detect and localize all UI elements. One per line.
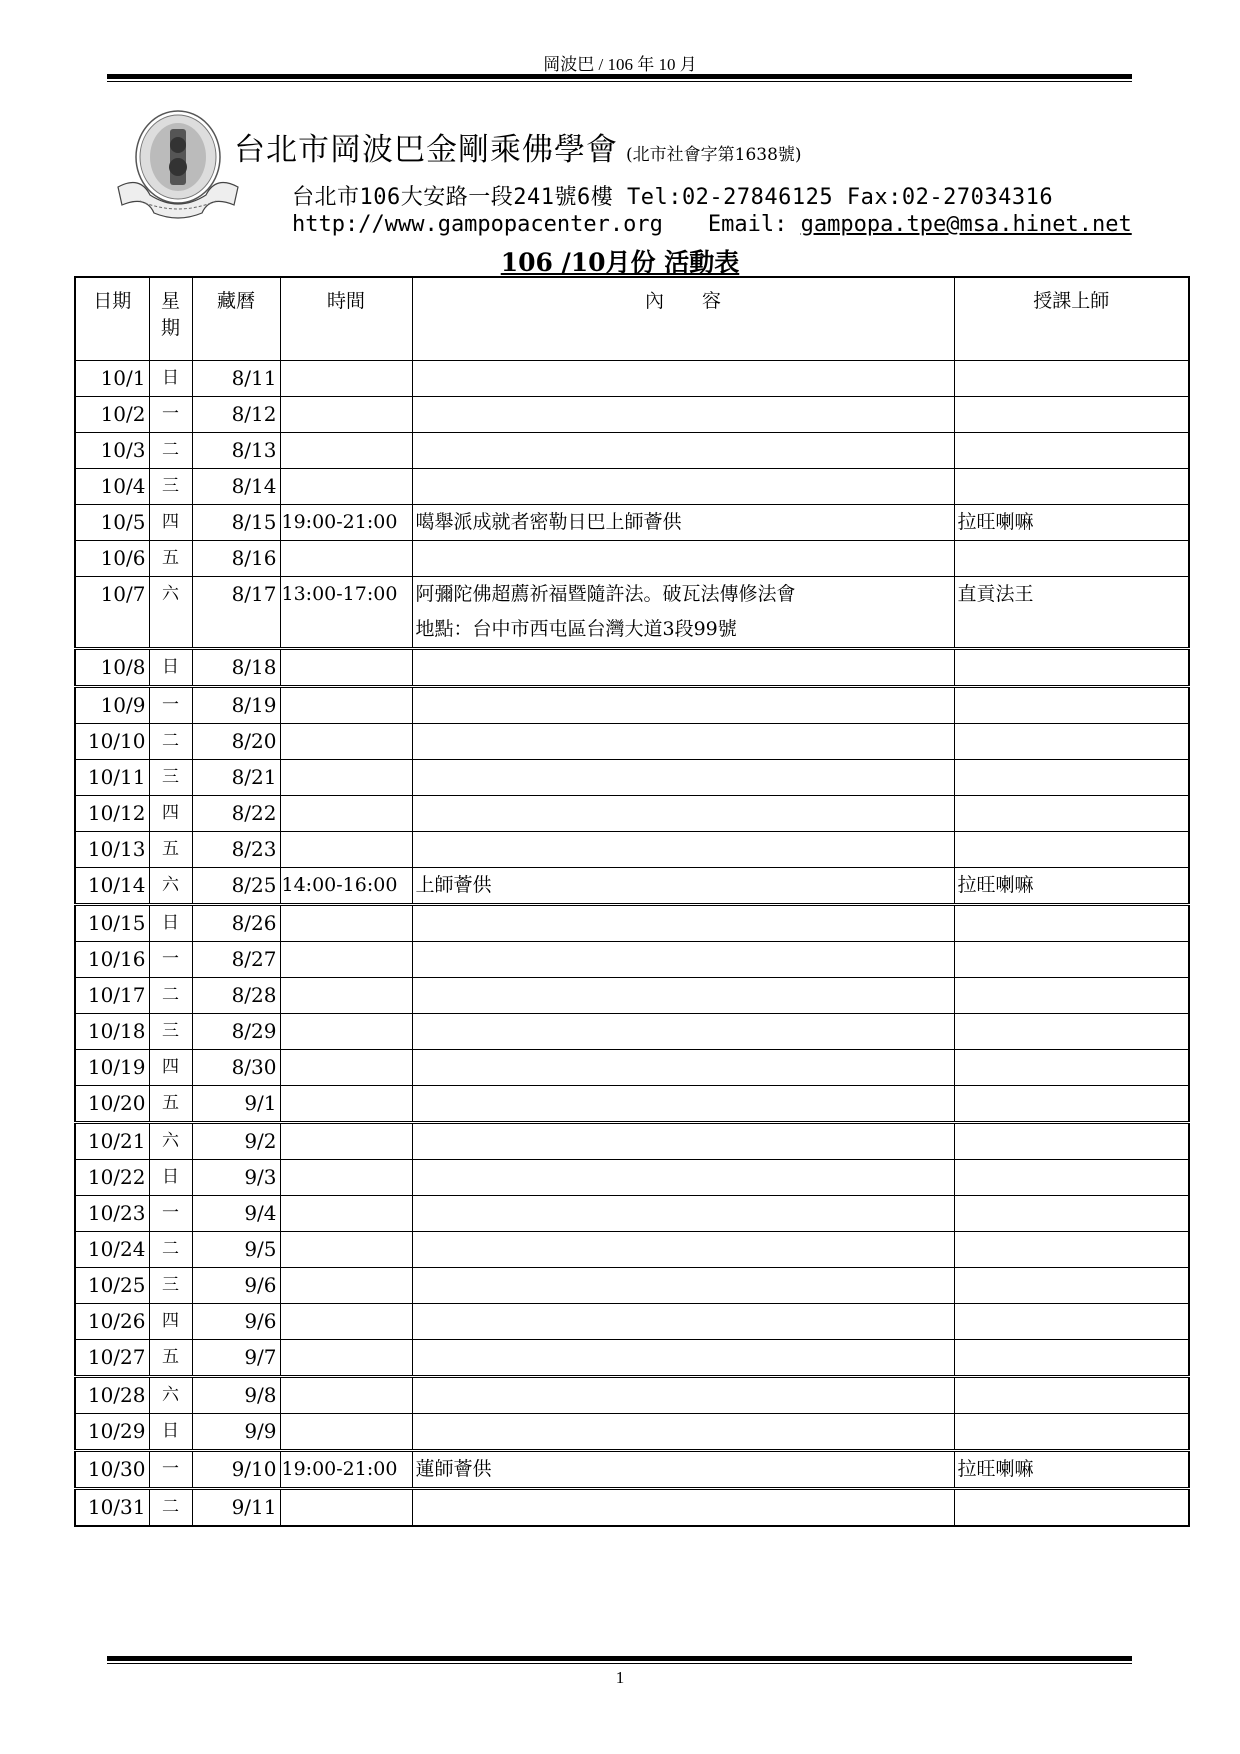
cell-lunar-date: 8/22	[192, 796, 280, 832]
cell-weekday: 四	[149, 1050, 192, 1086]
cell-weekday: 六	[149, 1123, 192, 1160]
cell-teacher	[954, 433, 1189, 469]
header-weekday: 星 期	[149, 277, 192, 361]
cell-content	[412, 1196, 954, 1232]
cell-lunar-date: 8/14	[192, 469, 280, 505]
table-row	[75, 832, 1189, 868]
cell-content	[412, 905, 954, 942]
cell-lunar-date: 8/11	[192, 361, 280, 397]
cell-content	[412, 1050, 954, 1086]
cell-date: 10/27	[75, 1340, 149, 1377]
cell-time	[280, 724, 412, 760]
cell-teacher	[954, 978, 1189, 1014]
cell-lunar-date: 8/27	[192, 942, 280, 978]
cell-weekday: 四	[149, 796, 192, 832]
table-row	[75, 1377, 1189, 1414]
content-line: 上師薈供	[415, 874, 492, 896]
cell-teacher	[954, 1123, 1189, 1160]
cell-content	[412, 942, 954, 978]
cell-teacher	[954, 1086, 1189, 1123]
cell-time	[280, 905, 412, 942]
cell-content	[412, 1086, 954, 1123]
cell-lunar-date: 8/21	[192, 760, 280, 796]
cell-time	[280, 361, 412, 397]
cell-content	[412, 832, 954, 868]
cell-time	[280, 1086, 412, 1123]
cell-teacher	[954, 1196, 1189, 1232]
cell-date: 10/19	[75, 1050, 149, 1086]
cell-weekday: 二	[149, 1489, 192, 1527]
cell-time	[280, 687, 412, 724]
content-line: 噶舉派成就者密勒日巴上師薈供	[415, 511, 682, 533]
cell-lunar-date: 8/25	[192, 868, 280, 905]
address-line: 台北市106大安路一段241號6樓 Tel:02-27846125 Fax:02-27034316	[292, 185, 1054, 210]
table-row	[75, 1196, 1189, 1232]
cell-weekday: 日	[149, 1160, 192, 1196]
cell-time	[280, 760, 412, 796]
cell-date: 10/14	[75, 868, 149, 905]
cell-content	[412, 397, 954, 433]
cell-time	[280, 469, 412, 505]
cell-lunar-date: 9/9	[192, 1414, 280, 1451]
table-row	[75, 1451, 1189, 1489]
cell-lunar-date: 8/29	[192, 1014, 280, 1050]
table-row	[75, 1050, 1189, 1086]
cell-date: 10/18	[75, 1014, 149, 1050]
cell-lunar-date: 8/12	[192, 397, 280, 433]
cell-date: 10/12	[75, 796, 149, 832]
cell-content	[412, 1451, 954, 1489]
cell-time	[280, 1268, 412, 1304]
cell-date: 10/20	[75, 1086, 149, 1123]
header-lunar: 藏曆	[192, 277, 280, 361]
table-row	[75, 649, 1189, 687]
cell-lunar-date: 8/15	[192, 505, 280, 541]
cell-content	[412, 724, 954, 760]
cell-date: 10/5	[75, 505, 149, 541]
cell-content	[412, 1123, 954, 1160]
cell-time: 14:00-16:00	[280, 868, 412, 905]
page-number: 1	[615, 1668, 625, 1687]
cell-lunar-date: 8/30	[192, 1050, 280, 1086]
table-row	[75, 1340, 1189, 1377]
cell-lunar-date: 8/19	[192, 687, 280, 724]
table-row	[75, 361, 1189, 397]
cell-weekday: 六	[149, 868, 192, 905]
cell-content	[412, 649, 954, 687]
cell-weekday: 日	[149, 361, 192, 397]
cell-weekday: 二	[149, 724, 192, 760]
content-line: 阿彌陀佛超薦祈福暨隨許法。破瓦法傳修法會	[415, 583, 796, 605]
table-row	[75, 1160, 1189, 1196]
cell-lunar-date: 8/16	[192, 541, 280, 577]
cell-date: 10/26	[75, 1304, 149, 1340]
cell-content	[412, 1414, 954, 1451]
table-row	[75, 724, 1189, 760]
cell-teacher	[954, 760, 1189, 796]
cell-time	[280, 978, 412, 1014]
cell-content	[412, 469, 954, 505]
running-header: 岡波巴 / 106 年 10 月	[543, 55, 697, 74]
cell-weekday: 一	[149, 1451, 192, 1489]
registration-number: (北市社會字第1638號)	[626, 145, 802, 165]
cell-content	[412, 1340, 954, 1377]
cell-date: 10/30	[75, 1451, 149, 1489]
cell-weekday: 一	[149, 397, 192, 433]
cell-weekday: 二	[149, 1232, 192, 1268]
cell-weekday: 一	[149, 687, 192, 724]
cell-teacher	[954, 649, 1189, 687]
cell-content	[412, 978, 954, 1014]
cell-content	[412, 541, 954, 577]
cell-time	[280, 1489, 412, 1527]
table-row	[75, 1489, 1189, 1527]
cell-date: 10/21	[75, 1123, 149, 1160]
cell-lunar-date: 9/8	[192, 1377, 280, 1414]
cell-time	[280, 832, 412, 868]
cell-teacher: 拉旺喇嘛	[954, 868, 1189, 905]
cell-content	[412, 760, 954, 796]
table-row	[75, 942, 1189, 978]
cell-teacher	[954, 1268, 1189, 1304]
table-row	[75, 978, 1189, 1014]
cell-date: 10/9	[75, 687, 149, 724]
cell-lunar-date: 8/26	[192, 905, 280, 942]
header-date: 日期	[75, 277, 149, 361]
cell-weekday: 五	[149, 832, 192, 868]
cell-weekday: 日	[149, 905, 192, 942]
table-row	[75, 760, 1189, 796]
cell-time	[280, 397, 412, 433]
cell-content	[412, 361, 954, 397]
cell-content	[412, 577, 954, 649]
cell-teacher	[954, 1377, 1189, 1414]
cell-teacher	[954, 1304, 1189, 1340]
cell-lunar-date: 8/28	[192, 978, 280, 1014]
cell-time	[280, 433, 412, 469]
cell-date: 10/2	[75, 397, 149, 433]
cell-time	[280, 942, 412, 978]
schedule-title	[0, 243, 1240, 279]
cell-date: 10/17	[75, 978, 149, 1014]
schedule-table	[74, 276, 1190, 1527]
cell-date: 10/3	[75, 433, 149, 469]
email-label: Email:	[707, 212, 801, 237]
cell-time	[280, 541, 412, 577]
organization-name	[234, 124, 802, 169]
table-row	[75, 469, 1189, 505]
cell-teacher	[954, 724, 1189, 760]
cell-teacher	[954, 1340, 1189, 1377]
organization-name-text: 台北市岡波巴金剛乘佛學會	[234, 132, 618, 168]
cell-weekday: 日	[149, 649, 192, 687]
table-row	[75, 577, 1189, 649]
cell-lunar-date: 9/6	[192, 1268, 280, 1304]
cell-weekday: 三	[149, 1014, 192, 1050]
cell-teacher	[954, 469, 1189, 505]
cell-date: 10/23	[75, 1196, 149, 1232]
cell-content	[412, 1377, 954, 1414]
cell-time	[280, 1377, 412, 1414]
cell-lunar-date: 8/18	[192, 649, 280, 687]
cell-content	[412, 505, 954, 541]
table-row	[75, 433, 1189, 469]
cell-time	[280, 649, 412, 687]
cell-time	[280, 1050, 412, 1086]
cell-lunar-date: 9/7	[192, 1340, 280, 1377]
cell-date: 10/31	[75, 1489, 149, 1527]
cell-content	[412, 1232, 954, 1268]
cell-teacher: 拉旺喇嘛	[954, 1451, 1189, 1489]
cell-content	[412, 687, 954, 724]
cell-time	[280, 1340, 412, 1377]
cell-content	[412, 868, 954, 905]
cell-weekday: 五	[149, 541, 192, 577]
cell-content	[412, 1268, 954, 1304]
cell-time: 13:00-17:00	[280, 577, 412, 649]
table-header-row	[75, 277, 1189, 361]
table-row	[75, 1414, 1189, 1451]
cell-time: 19:00-21:00	[280, 1451, 412, 1489]
cell-time	[280, 796, 412, 832]
cell-weekday: 四	[149, 505, 192, 541]
cell-lunar-date: 8/17	[192, 577, 280, 649]
cell-time	[280, 1014, 412, 1050]
cell-teacher: 直貢法王	[954, 577, 1189, 649]
cell-teacher	[954, 1014, 1189, 1050]
cell-lunar-date: 8/23	[192, 832, 280, 868]
table-row	[75, 687, 1189, 724]
cell-date: 10/10	[75, 724, 149, 760]
cell-teacher	[954, 1050, 1189, 1086]
cell-lunar-date: 9/2	[192, 1123, 280, 1160]
cell-teacher	[954, 942, 1189, 978]
header-rule	[107, 74, 1132, 82]
cell-weekday: 一	[149, 942, 192, 978]
cell-time	[280, 1160, 412, 1196]
cell-teacher	[954, 796, 1189, 832]
cell-weekday: 二	[149, 433, 192, 469]
table-row	[75, 397, 1189, 433]
cell-lunar-date: 9/4	[192, 1196, 280, 1232]
cell-date: 10/7	[75, 577, 149, 649]
cell-date: 10/29	[75, 1414, 149, 1451]
cell-content	[412, 433, 954, 469]
website-link[interactable]: http://www.gampopacenter.org	[292, 212, 663, 237]
cell-time	[280, 1232, 412, 1268]
table-row	[75, 868, 1189, 905]
cell-weekday: 四	[149, 1304, 192, 1340]
table-row	[75, 505, 1189, 541]
cell-content	[412, 1160, 954, 1196]
cell-lunar-date: 9/11	[192, 1489, 280, 1527]
cell-teacher	[954, 832, 1189, 868]
table-row	[75, 1268, 1189, 1304]
cell-teacher	[954, 687, 1189, 724]
cell-date: 10/4	[75, 469, 149, 505]
cell-weekday: 三	[149, 469, 192, 505]
table-row	[75, 1232, 1189, 1268]
cell-teacher	[954, 1414, 1189, 1451]
cell-time: 19:00-21:00	[280, 505, 412, 541]
organization-seal-logo	[110, 105, 240, 225]
header-content: 內 容	[412, 277, 954, 361]
cell-date: 10/15	[75, 905, 149, 942]
cell-lunar-date: 8/20	[192, 724, 280, 760]
table-row	[75, 541, 1189, 577]
cell-teacher	[954, 1489, 1189, 1527]
cell-date: 10/28	[75, 1377, 149, 1414]
cell-content	[412, 796, 954, 832]
table-row	[75, 1123, 1189, 1160]
cell-lunar-date: 8/13	[192, 433, 280, 469]
email-link[interactable]: gampopa.tpe@msa.hinet.net	[800, 212, 1132, 237]
cell-date: 10/16	[75, 942, 149, 978]
cell-content	[412, 1014, 954, 1050]
cell-lunar-date: 9/1	[192, 1086, 280, 1123]
cell-date: 10/25	[75, 1268, 149, 1304]
cell-teacher: 拉旺喇嘛	[954, 505, 1189, 541]
table-row	[75, 796, 1189, 832]
cell-date: 10/1	[75, 361, 149, 397]
cell-date: 10/11	[75, 760, 149, 796]
cell-date: 10/22	[75, 1160, 149, 1196]
cell-content	[412, 1304, 954, 1340]
cell-teacher	[954, 397, 1189, 433]
cell-teacher	[954, 361, 1189, 397]
cell-weekday: 六	[149, 1377, 192, 1414]
cell-date: 10/24	[75, 1232, 149, 1268]
cell-date: 10/13	[75, 832, 149, 868]
cell-weekday: 六	[149, 577, 192, 649]
cell-teacher	[954, 541, 1189, 577]
content-line: 蓮師薈供	[415, 1458, 492, 1480]
cell-date: 10/6	[75, 541, 149, 577]
content-location-line: 地點：台中市西屯區台灣大道3段99號	[415, 618, 737, 640]
footer-rule	[107, 1656, 1132, 1664]
cell-time	[280, 1304, 412, 1340]
header-time: 時間	[280, 277, 412, 361]
cell-weekday: 三	[149, 1268, 192, 1304]
cell-teacher	[954, 1160, 1189, 1196]
table-row	[75, 905, 1189, 942]
cell-weekday: 日	[149, 1414, 192, 1451]
cell-weekday: 三	[149, 760, 192, 796]
table-row	[75, 1014, 1189, 1050]
cell-time	[280, 1123, 412, 1160]
cell-lunar-date: 9/10	[192, 1451, 280, 1489]
schedule-title-text: 106 /10月份 活動表	[500, 248, 740, 277]
cell-teacher	[954, 1232, 1189, 1268]
cell-weekday: 一	[149, 1196, 192, 1232]
cell-weekday: 五	[149, 1340, 192, 1377]
cell-weekday: 五	[149, 1086, 192, 1123]
table-row	[75, 1086, 1189, 1123]
cell-content	[412, 1489, 954, 1527]
cell-lunar-date: 9/5	[192, 1232, 280, 1268]
web-line	[292, 212, 1132, 237]
cell-time	[280, 1196, 412, 1232]
cell-time	[280, 1414, 412, 1451]
table-row	[75, 1304, 1189, 1340]
cell-date: 10/8	[75, 649, 149, 687]
cell-weekday: 二	[149, 978, 192, 1014]
cell-lunar-date: 9/3	[192, 1160, 280, 1196]
cell-lunar-date: 9/6	[192, 1304, 280, 1340]
cell-teacher	[954, 905, 1189, 942]
header-teacher: 授課上師	[954, 277, 1189, 361]
